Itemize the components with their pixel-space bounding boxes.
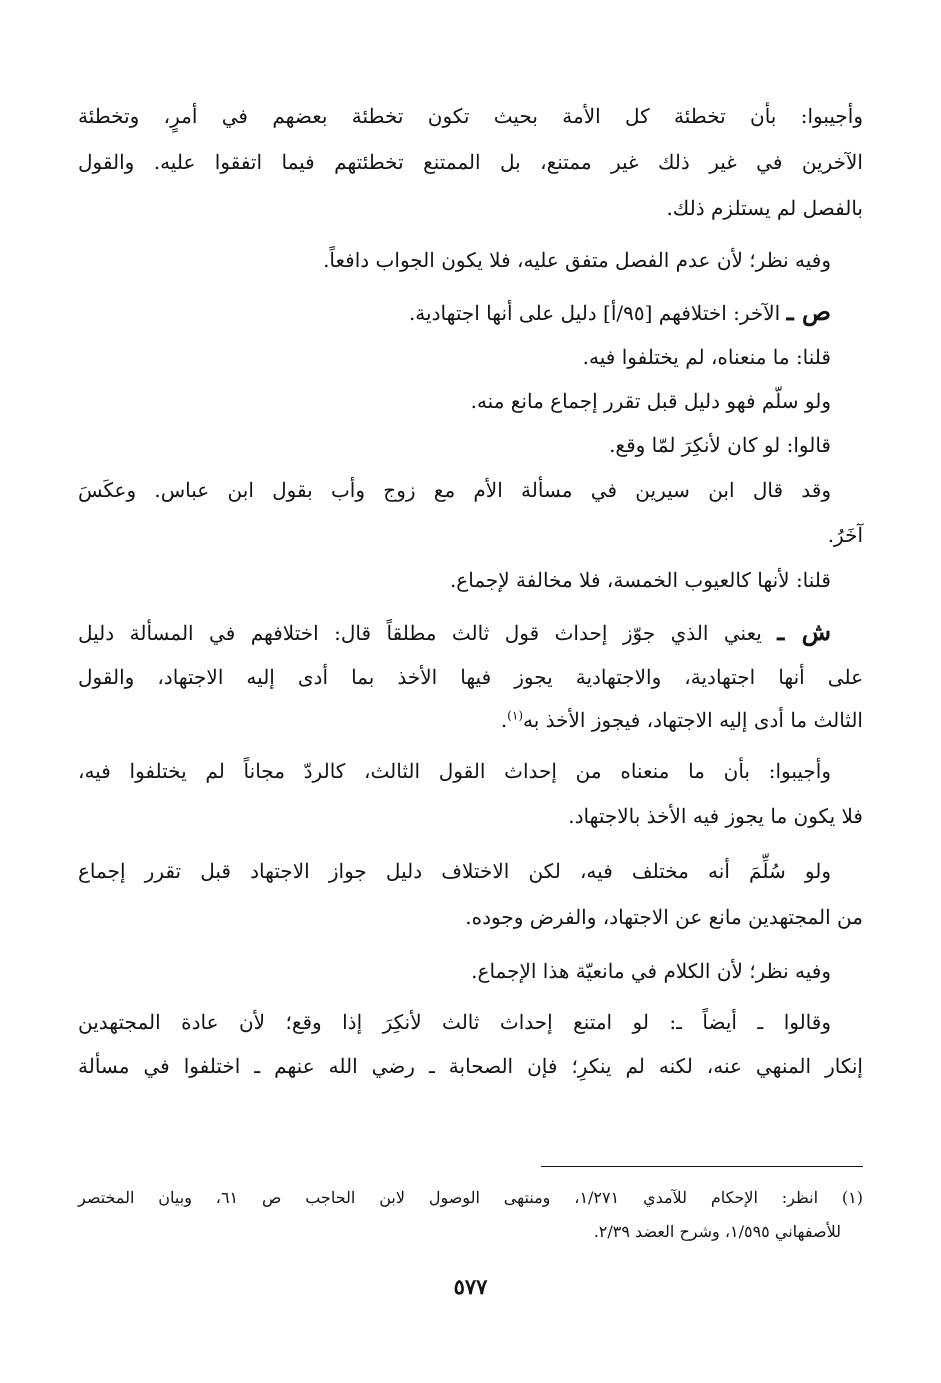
paragraph-1-line-2: الآخرين في غير ذلك غير ممتنع، بل الممتنع تخطئتهم فيما اتفقوا عليه. والقول	[78, 150, 863, 174]
paragraph-2: وفيه نظر؛ لأن عدم الفصل متفق عليه، فلا يكون الجواب دافعاً.	[323, 248, 831, 272]
paragraph-7-line-1: وقد قال ابن سيرين في مسألة الأم مع زوج وأب بقول ابن عباس. وعكَسَ	[78, 478, 831, 502]
paragraph-3-text: الآخر: اختلافهم [٩٥/أ] دليل على أنها اجتهادية.	[408, 301, 787, 325]
footnote-reference: (١)	[507, 708, 523, 723]
paragraph-1-line-1: وأجيبوا: بأن تخطئة كل الأمة بحيث تكون تخطئة بعضهم في أمرٍ، وتخطئة	[78, 104, 863, 128]
paragraph-10-line-1: وأجيبوا: بأن ما منعناه من إحداث القول الثالث، كالردّ مجاناً لم يختلفوا فيه،	[78, 759, 831, 783]
paragraph-9-line-2: على أنها اجتهادية، والاجتهادية يجوز فيها الأخذ بما أدى إليه الاجتهاد، والقول	[78, 665, 863, 689]
paragraph-10-line-2: فلا يكون ما يجوز فيه الأخذ بالاجتهاد.	[568, 804, 863, 828]
paragraph-7-line-2: آخَرُ.	[827, 523, 863, 547]
paragraph-6: قالوا: لو كان لأنكِرَ لمّا وقع.	[609, 433, 831, 457]
paragraph-13-line-1: وقالوا ـ أيضاً ـ: لو امتنع إحداث ثالث لأنكِرَ إذا وقع؛ لأن عادة المجتهدين	[78, 1010, 831, 1034]
footnote-line-1: (١) انظر: الإحكام للآمدي ١/٢٧١، ومنتهى الوصول لابن الحاجب ص ٦١، وبيان المختصر	[78, 1188, 863, 1207]
paragraph-9-line-1	[78, 618, 831, 647]
page-number: ٥٧٧	[453, 1274, 488, 1299]
paragraph-11-line-2: من المجتهدين مانع عن الاجتهاد، والفرض وجوده.	[465, 905, 863, 929]
paragraph-8: قلنا: لأنها كالعيوب الخمسة، فلا مخالفة لإجماع.	[449, 568, 831, 592]
paragraph-9-line-1-text: يعني الذي جوّز إحداث قول ثالث مطلقاً قال: اختلافهم في المسألة دليل	[78, 621, 778, 645]
paragraph-12: وفيه نظر؛ لأن الكلام في مانعيّة هذا الإجماع.	[471, 959, 831, 983]
paragraph-11-line-1: ولو سُلِّمَ أنه مختلف فيه، لكن الاختلاف دليل جواز الاجتهاد قبل تقرر إجماع	[78, 859, 831, 883]
paragraph-9-line-3	[501, 706, 863, 734]
paragraph-9-end: .	[500, 708, 508, 732]
paragraph-9-line-3-text: الثالث ما أدى إليه الاجتهاد، فيجوز الأخذ به	[523, 708, 863, 732]
footnote-line-2: للأصفهاني ١/٥٩٥، وشرح العضد ٢/٣٩.	[593, 1222, 841, 1241]
paragraph-3	[409, 298, 831, 327]
paragraph-5: ولو سلّم فهو دليل قبل تقرر إجماع مانع منه.	[470, 389, 831, 413]
section-marker-sad: ص ـ	[786, 297, 831, 326]
paragraph-4: قلنا: ما منعناه، لم يختلفوا فيه.	[582, 345, 831, 369]
section-marker-shin: ش ـ	[777, 617, 832, 646]
paragraph-13-line-2: إنكار المنهي عنه، لكنه لم ينكرِ؛ فإن الصحابة ـ رضي الله عنهم ـ اختلفوا في مسألة	[78, 1054, 863, 1078]
footnote-separator	[541, 1166, 863, 1167]
paragraph-1-line-3: بالفصل لم يستلزم ذلك.	[666, 196, 863, 220]
